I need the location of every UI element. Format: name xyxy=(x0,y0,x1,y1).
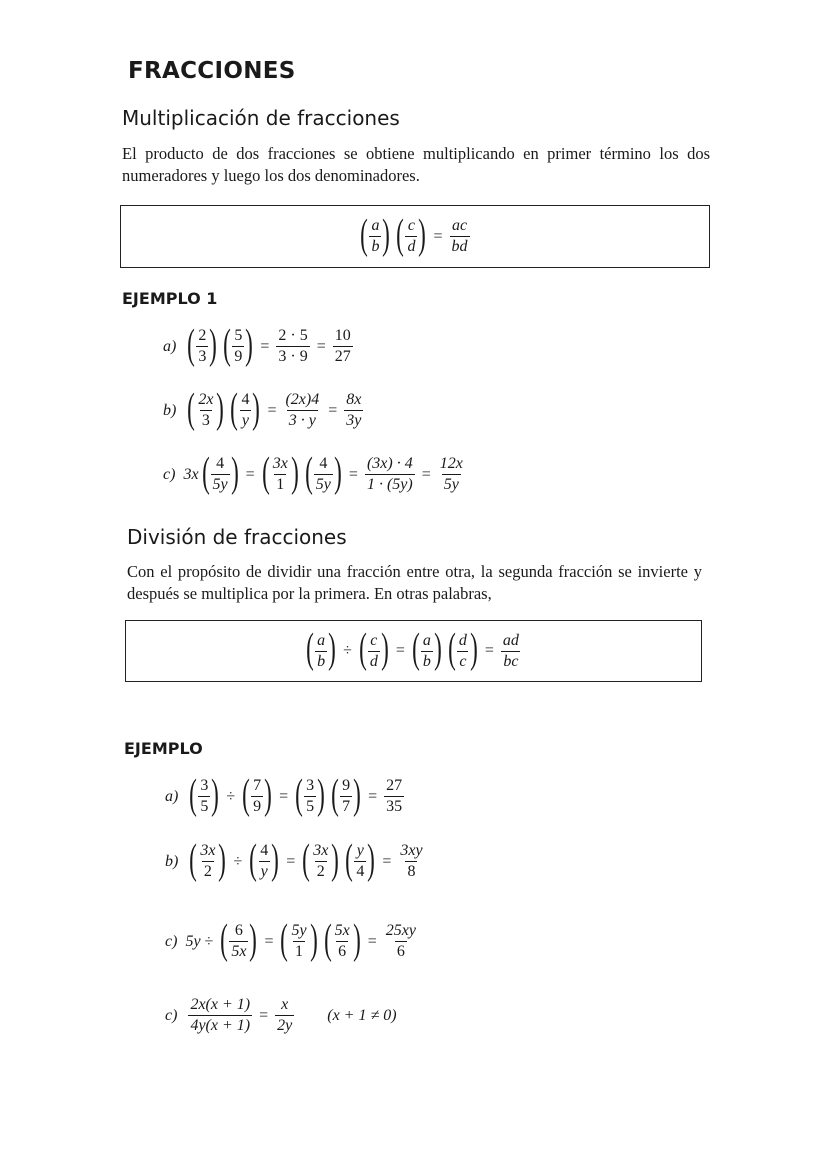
numerator: a xyxy=(317,631,326,649)
fraction xyxy=(421,632,433,671)
division-rule-box xyxy=(125,620,702,682)
example-2-d xyxy=(165,996,397,1035)
numerator: 6 xyxy=(234,922,243,939)
denominator: 9 xyxy=(253,798,262,815)
numerator: 3 xyxy=(306,777,315,794)
operator: = xyxy=(348,465,358,483)
denominator: 8 xyxy=(407,863,416,880)
paren-fraction: ( $\frac{3x}{2}$ ) xyxy=(302,836,340,883)
denominator: 5x xyxy=(231,943,247,960)
fraction xyxy=(283,391,321,430)
fraction xyxy=(196,391,215,430)
denominator: 35 xyxy=(386,798,403,815)
operator: ÷ xyxy=(204,932,214,950)
operator: = xyxy=(267,401,277,419)
paren-fraction: ( $\frac{d}{c}$ ) xyxy=(448,626,478,672)
fraction xyxy=(271,455,290,494)
item-label: a) xyxy=(163,337,177,355)
fraction xyxy=(457,632,469,671)
numerator: 3 xyxy=(200,777,209,794)
fraction xyxy=(258,842,270,881)
numerator: 2x(x + 1) xyxy=(190,996,251,1013)
item-label: c) xyxy=(165,1006,178,1024)
denominator: 5y xyxy=(315,476,331,493)
operator: ÷ xyxy=(233,852,243,870)
fraction xyxy=(333,327,353,366)
denominator: 5 xyxy=(200,798,209,815)
paren-fraction: ( $\frac{3x}{2}$ ) xyxy=(189,836,227,883)
operator: = xyxy=(328,401,338,419)
operator: = xyxy=(260,337,270,355)
denominator: 3 · y xyxy=(288,412,316,429)
numerator: 8x xyxy=(346,391,362,408)
denominator: bd xyxy=(451,238,468,255)
section-heading-multiplication: Multiplicación de fracciones xyxy=(122,106,400,130)
numerator: 5y xyxy=(291,922,307,939)
numerator: 3x xyxy=(313,842,329,859)
numerator: 4 xyxy=(319,455,328,472)
example-2-heading: EJEMPLO xyxy=(124,739,203,758)
paren-fraction: ( $\frac{a}{b}$ ) xyxy=(360,211,391,258)
item-label: b) xyxy=(163,401,177,419)
operator: = xyxy=(433,227,443,245)
fraction xyxy=(398,842,424,881)
denominator: 6 xyxy=(338,943,347,960)
denominator: 5y xyxy=(443,476,459,493)
fraction xyxy=(344,391,363,430)
numerator: 3xy xyxy=(400,842,423,859)
fraction xyxy=(368,632,380,671)
denominator: b xyxy=(317,652,326,670)
division-rule xyxy=(303,626,524,672)
denominator: 5 xyxy=(306,798,315,815)
item-label: c) xyxy=(163,465,176,483)
denominator: d xyxy=(369,652,378,670)
fraction xyxy=(315,632,327,671)
denominator: 27 xyxy=(334,348,351,365)
division-paragraph: Con el propósito de dividir una fracción entre otra, la segunda fracción se invierte y después se multiplica por la primera. En otras palabras, xyxy=(127,562,702,603)
fraction xyxy=(188,996,252,1035)
fraction xyxy=(276,327,309,366)
numerator: d xyxy=(458,631,467,649)
multiplication-rule-box xyxy=(120,205,710,268)
operator: = xyxy=(367,932,377,950)
fraction xyxy=(232,327,244,366)
paren-fraction: ( $\frac{4}{5y}$ ) xyxy=(201,449,239,496)
fraction xyxy=(198,842,217,881)
numerator: a xyxy=(422,631,431,649)
fraction xyxy=(198,777,210,816)
denominator: 3 xyxy=(198,348,207,365)
numerator: (3x) · 4 xyxy=(366,455,413,472)
denominator: 9 xyxy=(234,348,243,365)
paren-fraction: ( $\frac{2}{3}$ ) xyxy=(187,321,218,368)
example-2-a xyxy=(165,771,407,818)
section-heading-division: División de fracciones xyxy=(127,525,347,549)
numerator: 5 xyxy=(234,327,243,344)
paren-fraction: ( $\frac{5x}{6}$ ) xyxy=(323,916,361,963)
numerator: ac xyxy=(451,217,468,234)
multiplication-paragraph: El producto de dos fracciones se obtiene multiplicando en primer término los dos numeradores y luego los dos denominadores. xyxy=(122,144,710,185)
numerator: 3x xyxy=(272,455,288,472)
fraction xyxy=(340,777,352,816)
fraction xyxy=(251,777,263,816)
operator: = xyxy=(395,642,405,659)
denominator: bc xyxy=(503,652,519,670)
numerator: 3x xyxy=(200,842,216,859)
denominator: 1 xyxy=(295,943,304,960)
denominator: y xyxy=(260,863,268,880)
numerator: 2 · 5 xyxy=(278,327,308,344)
paren-fraction: ( $\frac{2x}{3}$ ) xyxy=(187,385,225,432)
paren-fraction: ( $\frac{c}{d}$ ) xyxy=(396,211,427,258)
paren-fraction: ( $\frac{5y}{1}$ ) xyxy=(280,916,318,963)
denominator: 7 xyxy=(342,798,351,815)
paren-fraction: ( $\frac{9}{7}$ ) xyxy=(331,771,361,818)
item-label: b) xyxy=(165,852,179,870)
fraction xyxy=(405,217,417,256)
denominator: b xyxy=(371,238,380,255)
fraction xyxy=(211,455,230,494)
numerator: 27 xyxy=(386,777,403,794)
numerator: 2 xyxy=(198,327,207,344)
denominator: 1 xyxy=(276,476,285,493)
numerator: c xyxy=(407,217,416,234)
operator: ÷ xyxy=(343,642,352,659)
denominator: 4 xyxy=(356,863,365,880)
denominator: b xyxy=(422,652,431,670)
numerator: c xyxy=(370,631,378,649)
operator: = xyxy=(382,852,392,870)
paren-fraction: ( $\frac{4}{y}$ ) xyxy=(230,385,261,432)
paren-fraction: ( $\frac{4}{y}$ ) xyxy=(249,836,280,883)
numerator: y xyxy=(356,842,364,859)
denominator: 2 xyxy=(316,863,325,880)
multiplication-rule xyxy=(357,211,472,258)
item-label: c) xyxy=(165,932,178,950)
denominator: 3 · 9 xyxy=(278,348,308,365)
fraction xyxy=(275,996,294,1035)
fraction xyxy=(239,391,251,430)
fraction xyxy=(438,455,465,494)
denominator: d xyxy=(407,238,416,255)
example-2-c: c) 5y ÷ ( $\frac{6}{5x}$ ) = ( $\frac{5y}{1}$ ) ( $\frac{5x}{6}$ ) = $\frac{25xy}{6}$ xyxy=(165,916,416,963)
result-fraction xyxy=(450,217,470,256)
denominator: 2 xyxy=(203,863,212,880)
operator: = xyxy=(368,787,378,805)
paren-fraction: ( $\frac{a}{b}$ ) xyxy=(306,626,336,672)
operator: = xyxy=(421,465,431,483)
example-1-heading: EJEMPLO 1 xyxy=(122,289,218,308)
operator: ÷ xyxy=(226,787,236,805)
paren-fraction: ( $\frac{6}{5x}$ ) xyxy=(220,916,258,963)
paren-fraction: ( $\frac{7}{9}$ ) xyxy=(242,771,272,818)
fraction xyxy=(384,777,404,816)
operator: = xyxy=(259,1006,269,1024)
example-1-c: c) 3x ( $\frac{4}{5y}$ ) = ( $\frac{3x}{1}$ ) ( $\frac{4}{5y}$ ) = $\frac{(3x) \cdot 4}{1 \cdot (5y)}$ = $\frac{12x}{5y}$ xyxy=(163,449,463,496)
operator: = xyxy=(264,932,274,950)
numerator: 4 xyxy=(241,391,250,408)
paren-fraction: ( $\frac{3x}{1}$ ) xyxy=(261,449,299,496)
numerator: 25xy xyxy=(385,922,416,939)
denominator: 3 xyxy=(201,412,210,429)
numerator: 9 xyxy=(342,777,351,794)
fraction xyxy=(196,327,208,366)
denominator: 4y(x + 1) xyxy=(190,1017,251,1034)
numerator: 4 xyxy=(216,455,225,472)
numerator: 2x xyxy=(198,391,214,408)
condition: (x + 1 ≠ 0) xyxy=(327,1006,397,1024)
numerator: ad xyxy=(502,631,519,649)
numerator: 7 xyxy=(253,777,262,794)
operator: = xyxy=(279,787,289,805)
fraction xyxy=(365,455,415,494)
paren-fraction: ( $\frac{5}{9}$ ) xyxy=(223,321,254,368)
fraction xyxy=(229,922,248,961)
numerator: (2x)4 xyxy=(285,391,320,408)
operator: = xyxy=(245,465,255,483)
fraction xyxy=(289,922,308,961)
denominator: c xyxy=(459,652,467,670)
numerator: x xyxy=(281,996,289,1013)
paren-fraction: ( $\frac{y}{4}$ ) xyxy=(345,836,376,883)
denominator: 2y xyxy=(277,1017,293,1034)
fraction xyxy=(384,922,418,961)
fraction xyxy=(333,922,352,961)
fraction xyxy=(304,777,316,816)
example-1-a xyxy=(163,321,356,368)
item-label: a) xyxy=(165,787,179,805)
denominator: y xyxy=(241,412,249,429)
numerator: 5x xyxy=(334,922,350,939)
numerator: 4 xyxy=(260,842,269,859)
numerator: 12x xyxy=(439,455,463,472)
numerator: a xyxy=(371,217,380,234)
numerator: 10 xyxy=(334,327,351,344)
paren-fraction: ( $\frac{c}{d}$ ) xyxy=(359,626,389,672)
page-title: FRACCIONES xyxy=(128,58,296,84)
paren-fraction: ( $\frac{3}{5}$ ) xyxy=(189,771,220,818)
denominator: 6 xyxy=(396,943,405,960)
fraction xyxy=(501,632,521,671)
example-1-b xyxy=(163,385,366,432)
paren-fraction: ( $\frac{4}{5y}$ ) xyxy=(304,449,342,496)
example-2-b xyxy=(165,836,428,883)
denominator: 1 · (5y) xyxy=(366,476,413,493)
fraction xyxy=(354,842,366,881)
paren-fraction: ( $\frac{3}{5}$ ) xyxy=(295,771,325,818)
operator: = xyxy=(316,337,326,355)
fraction xyxy=(369,217,381,256)
denominator: 5y xyxy=(212,476,228,493)
operator: = xyxy=(484,642,494,659)
paren-fraction: ( $\frac{a}{b}$ ) xyxy=(412,626,442,672)
operator: = xyxy=(286,852,296,870)
denominator: 3y xyxy=(346,412,362,429)
fraction xyxy=(314,455,333,494)
fraction xyxy=(311,842,330,881)
